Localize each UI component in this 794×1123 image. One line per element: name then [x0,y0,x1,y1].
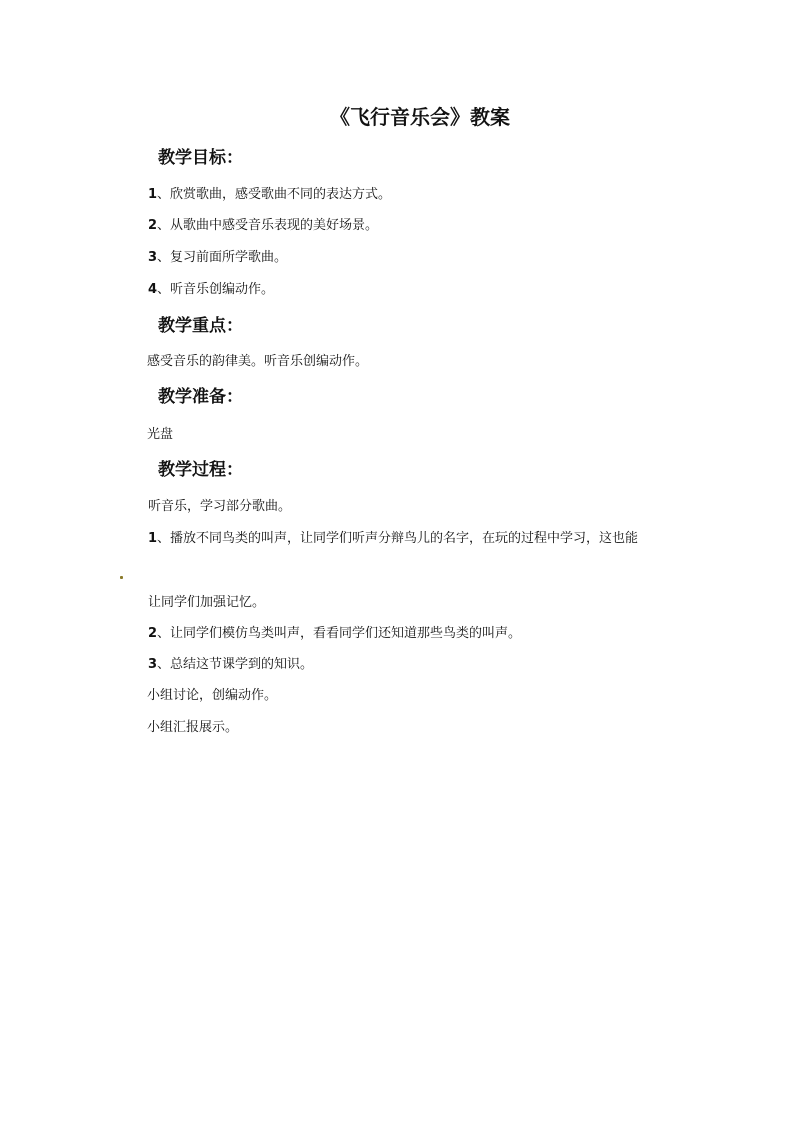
process-item-3-number: 3 [148,657,158,672]
document-title: 《飞行音乐会》教案 [330,105,510,129]
goal-item-3 [148,251,287,264]
goal-item-2-number: 2 [148,218,158,233]
process-item-2-number: 2 [148,626,158,641]
focus-heading: 教学重点： [158,316,243,336]
goal-item-2-text: 、从歌曲中感受音乐表现的美好场景。 [157,218,379,233]
process-item-3 [148,658,313,671]
process-item-2 [148,627,521,640]
process-item-1 [148,532,638,545]
process-discuss: 小组讨论，创编动作。 [147,688,278,703]
process-item-2-text: 、让同学们模仿鸟类叫声，看看同学们还知道那些鸟类的叫声。 [157,626,522,641]
goal-item-1 [148,188,391,201]
process-item-3-text: 、总结这节课学到的知识。 [157,657,314,672]
goal-item-4-text: 、听音乐创编动作。 [157,282,275,297]
goal-item-4 [148,283,274,296]
process-item-1-text: 、播放不同鸟类的叫声，让同学们听声分辩鸟儿的名字，在玩的过程中学习，这也能 [157,531,639,546]
prep-heading: 教学准备： [158,387,243,407]
prep-text: 光盘 [147,427,174,442]
goal-item-4-number: 4 [148,282,158,297]
goals-heading: 教学目标： [158,148,243,168]
goal-item-3-number: 3 [148,250,158,265]
process-heading: 教学过程： [158,460,243,480]
goal-item-2 [148,219,378,232]
goal-item-1-text: 、欣赏歌曲，感受歌曲不同的表达方式。 [157,187,392,202]
process-item-1-number: 1 [148,531,158,546]
focus-text: 感受音乐的韵律美。听音乐创编动作。 [147,354,369,369]
goal-item-3-text: 、复习前面所学歌曲。 [157,250,288,265]
process-intro: 听音乐，学习部分歌曲。 [148,499,292,514]
process-show: 小组汇报展示。 [147,720,239,735]
stray-mark [120,576,123,579]
process-item-1-continued: 让同学们加强记忆。 [148,595,266,610]
goal-item-1-number: 1 [148,187,158,202]
